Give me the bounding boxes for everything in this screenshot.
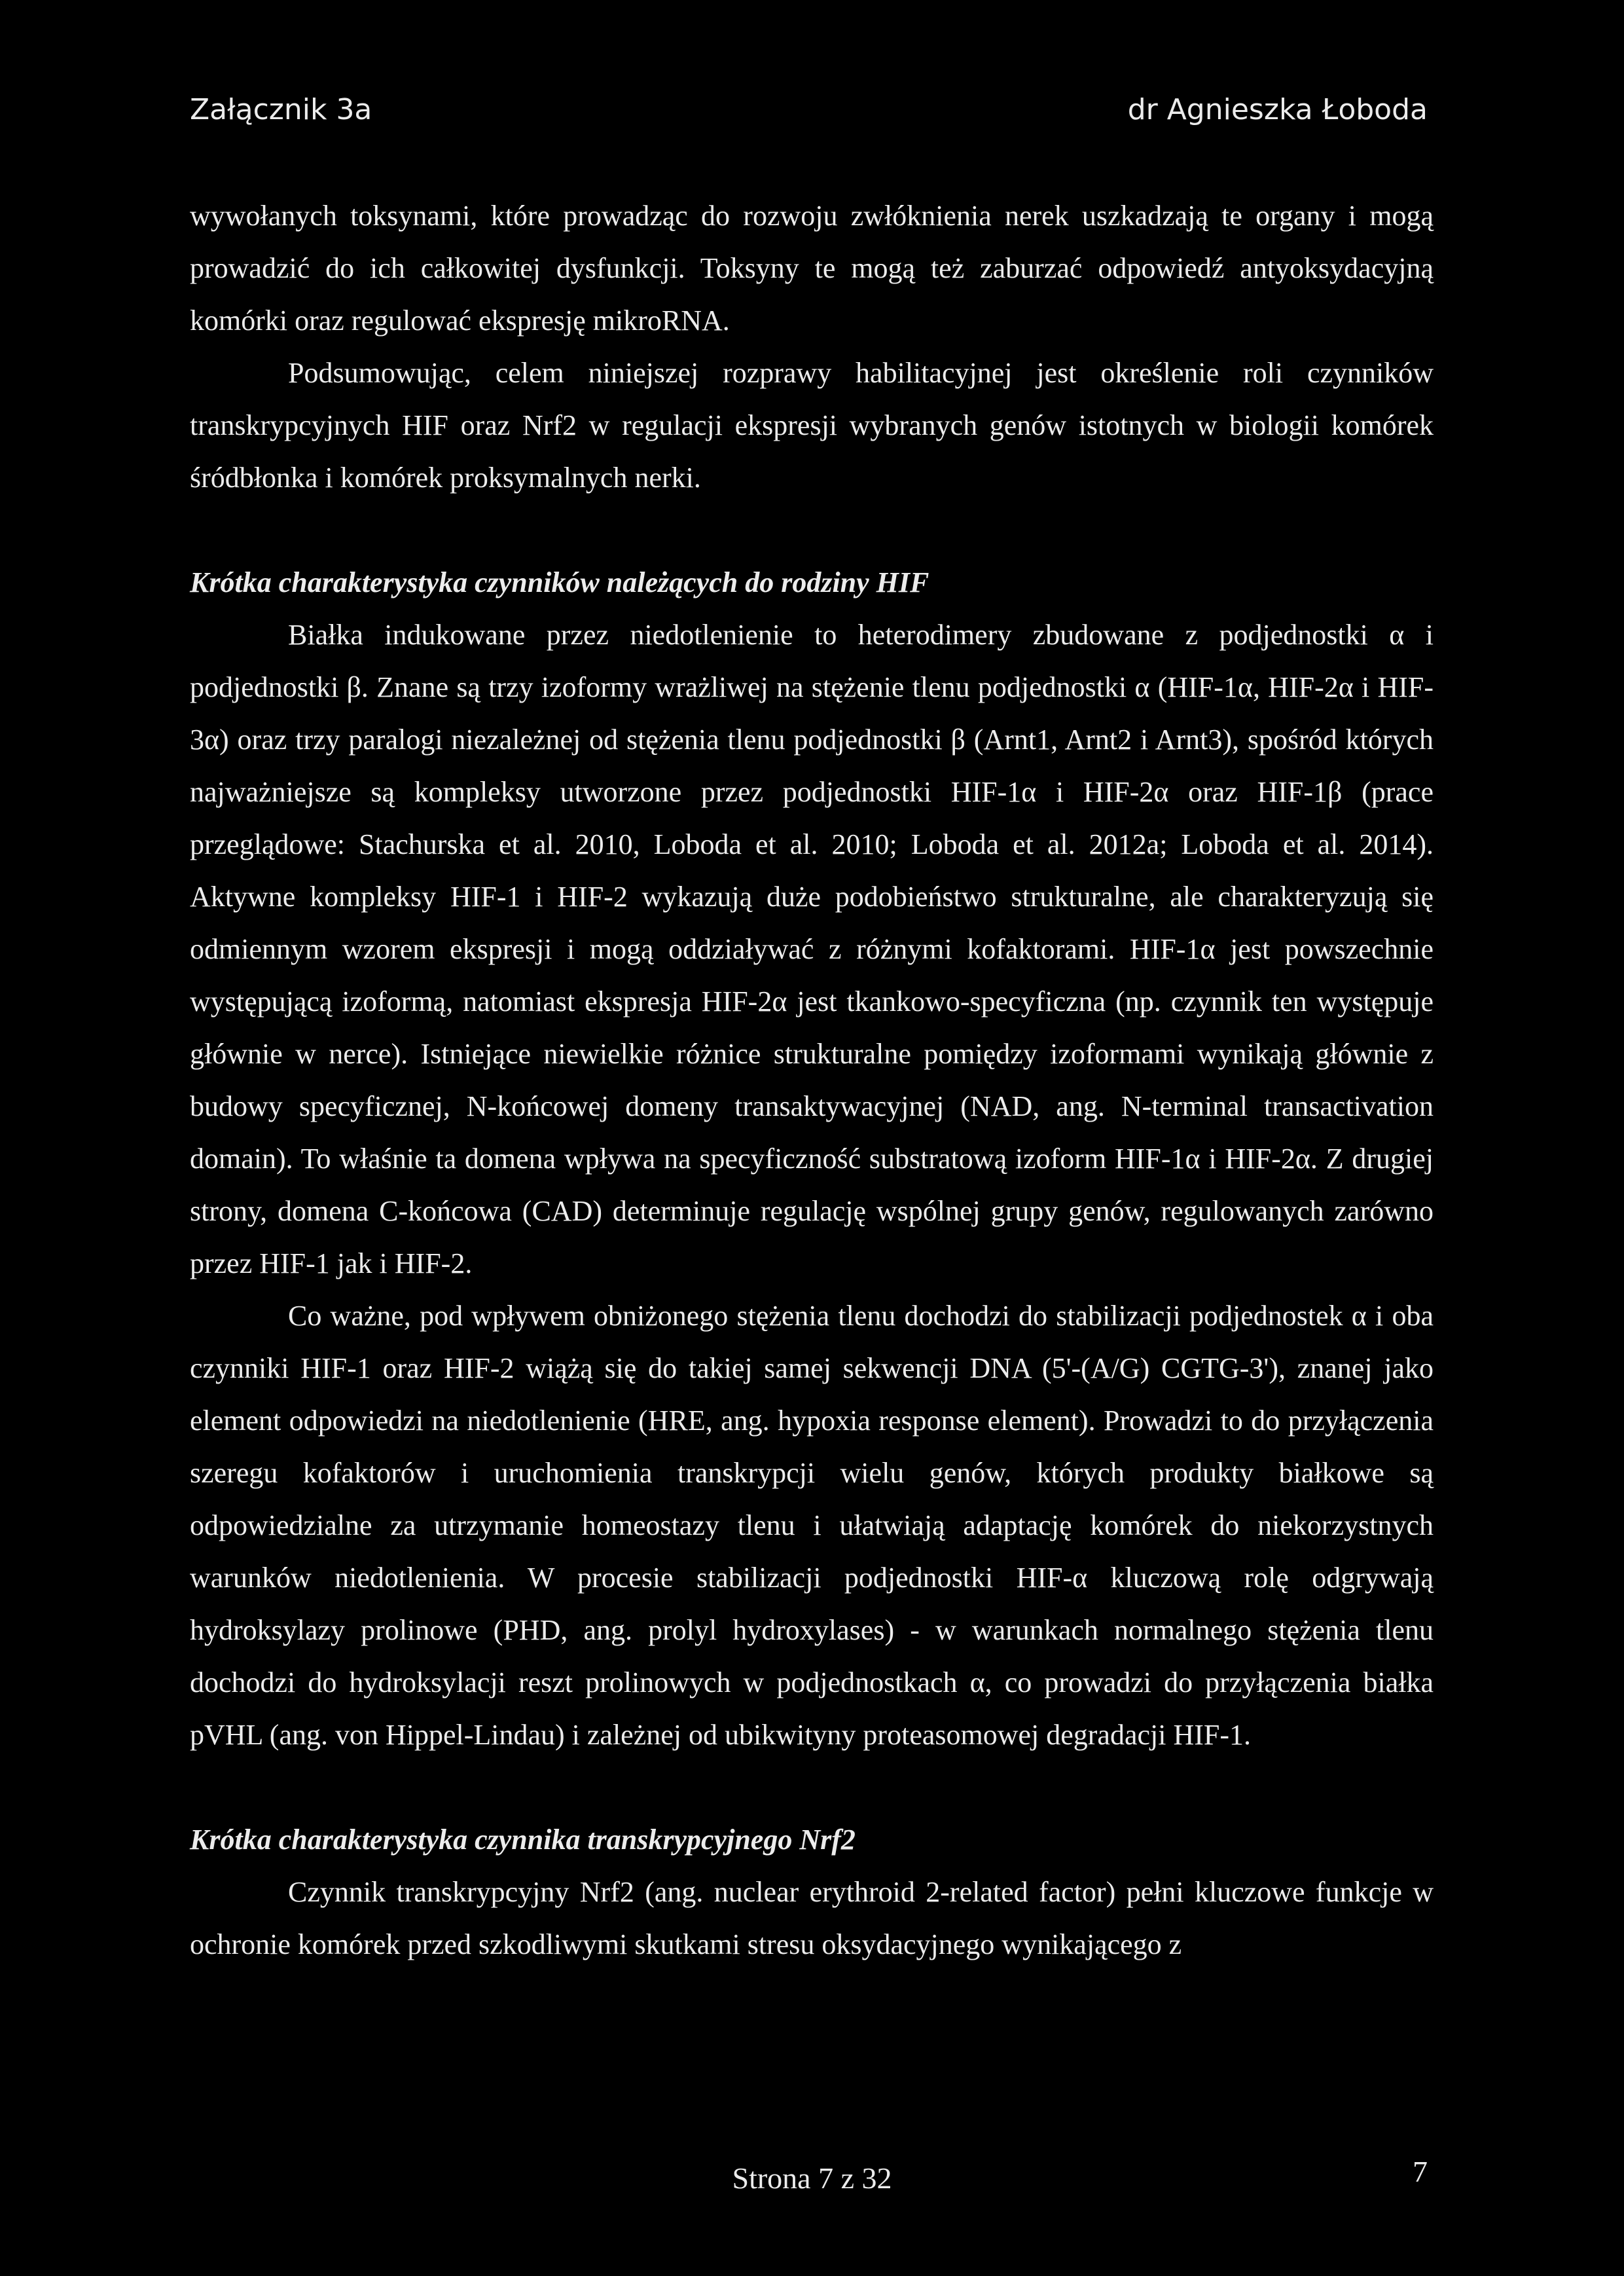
paragraph-toxins: wywołanych toksynami, które prowadząc do rozwoju zwłóknienia nerek uszkadzają te organy i mogą prowadzić do ich całkowitej dysfunkcji. Toksyny te mogą też zaburzać odpowiedź antyoksydacyjną komórki oraz regulować ekspresję mikroRNA.: [190, 200, 1434, 337]
footer-page-label: Strona 7 z 32: [732, 2161, 892, 2195]
heading-nrf2: Krótka charakterystyka czynnika transkrypcyjnego Nrf2: [190, 1824, 856, 1856]
paragraph-hypoxia: Co ważne, pod wpływem obniżonego stężenia tlenu dochodzi do stabilizacji podjednostek α i oba czynniki HIF-1 oraz HIF-2 wiążą się do takiej samej sekwencji DNA (5'-(A/G) CGTG-3'), znanej jako element odpowiedzi na niedotlenienie (HRE, ang. hypoxia response element). Prowadzi to do przyłączenia szeregu kofaktorów i uruchomienia transkrypcji wielu genów, których produkty białkowe są odpowiedzialne za utrzymanie homeostazy tlenu i ułatwiają adaptację komórek do niekorzystnych warunków niedotlenienia. W procesie stabilizacji podjednostki HIF-α kluczową rolę odgrywają hydroksylazy prolinowe (PHD, ang. prolyl hydroxylases) - w warunkach normalnego stężenia tlenu dochodzi do hydroksylacji reszt prolinowych w podjednostkach α, co prowadzi do przyłączenia białka pVHL (ang. von Hippel-Lindau) i zależnej od ubikwityny proteasomowej degradacji HIF-1.: [190, 1300, 1434, 1751]
header-attachment-label: Załącznik 3a: [190, 93, 372, 126]
paragraph-hif-proteins: Białka indukowane przez niedotlenienie to heterodimery zbudowane z podjednostki α i podjednostki β. Znane są trzy izoformy wrażliwej na stężenie tlenu podjednostki α (HIF-1α, HIF-2α i HIF-3α) oraz trzy paralogi niezależnej od stężenia tlenu podjednostki β (Arnt1, Arnt2 i Arnt3), spośród których najważniejsze są kompleksy utworzone przez podjednostki HIF-1α i HIF-2α oraz HIF-1β (prace przeglądowe: Stachurska et al. 2010, Loboda et al. 2010; Loboda et al. 2012a; Loboda et al. 2014). Aktywne kompleksy HIF-1 i HIF-2 wykazują duże podobieństwo strukturalne, ale charakteryzują się odmiennym wzorem ekspresji i mogą oddziaływać z różnymi kofaktorami. HIF-1α jest powszechnie występującą izoformą, natomiast ekspresja HIF-2α jest tkankowo-specyficzna (np. czynnik ten występuje głównie w nerce). Istniejące niewielkie różnice strukturalne pomiędzy izoformami wynikają głównie z budowy specyficznej, N-końcowej domeny transaktywacyjnej (NAD, ang. N-terminal transactivation domain). To właśnie ta domena wpływa na specyficzność substratową izoform HIF-1α i HIF-2α. Z drugiej strony, domena C-końcowa (CAD) determinuje regulację wspólnej grupy genów, regulowanych zarówno przez HIF-1 jak i HIF-2.: [190, 619, 1434, 1279]
paragraph-nrf2: Czynnik transkrypcyjny Nrf2 (ang. nuclear erythroid 2-related factor) pełni kluczowe funkcje w ochronie komórek przed szkodliwymi skutkami stresu oksydacyjnego wynikającego z: [190, 1876, 1434, 1960]
paragraph-summary: Podsumowując, celem niniejszej rozprawy habilitacyjnej jest określenie roli czynników transkrypcyjnych HIF oraz Nrf2 w regulacji ekspresji wybranych genów istotnych w biologii komórek śródbłonka i komórek proksymalnych nerki.: [190, 357, 1434, 494]
body-text: [190, 190, 1434, 1971]
heading-hif: Krótka charakterystyka czynników należących do rodziny HIF: [190, 566, 929, 598]
footer-page-number: 7: [1413, 2155, 1428, 2188]
header-author-name: dr Agnieszka Łoboda: [1127, 93, 1428, 126]
